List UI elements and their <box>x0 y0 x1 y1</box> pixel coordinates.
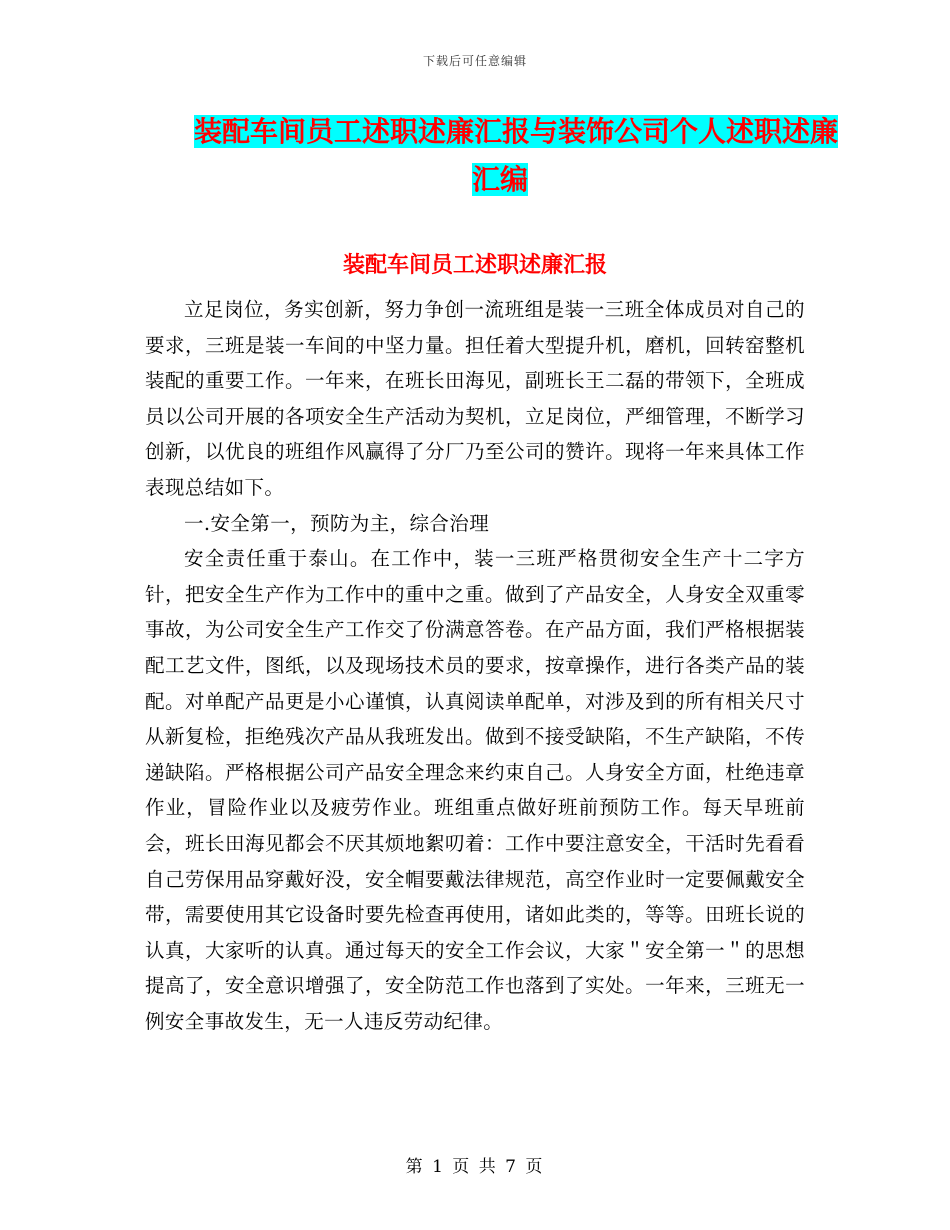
title-line-2: 汇编 <box>471 163 528 196</box>
document-title <box>180 108 839 204</box>
title-line-1: 装配车间员工述职述廉汇报与装饰公司个人述职述廉 <box>194 115 839 148</box>
paragraph-intro: 立足岗位，务实创新，努力争创一流班组是装一三班全体成员对自己的要求，三班是装一车间的中坚力量。担任着大型提升机，磨机，回转窑整机装配的重要工作。一年来，在班长田海见，副班长王二磊的带领下，全班成员以公司开展的各项安全生产活动为契机，立足岗位，严细管理，不断学习创新，以优良的班组作风赢得了分厂乃至公司的赞许。现将一年来具体工作表现总结如下。 <box>145 298 805 499</box>
paragraph-safety: 安全责任重于泰山。在工作中，装一三班严格贯彻安全生产十二字方针，把安全生产作为工作中的重中之重。做到了产品安全，人身安全双重零事故，为公司安全生产工作交了份满意答卷。在产品方面，我们严格根据装配工艺文件，图纸，以及现场技术员的要求，按章操作，进行各类产品的装配。对单配产品更是小心谨慎，认真阅读单配单，对涉及到的所有相关尺寸从新复检，拒绝残次产品从我班发出。做到不接受缺陷，不生产缺陷，不传递缺陷。严格根据公司产品安全理念来约束自己。人身安全方面，杜绝违章作业，冒险作业以及疲劳作业。班组重点做好班前预防工作。每天早班前会，班长田海见都会不厌其烦地絮叨着：工作中要注意安全，干活时先看看自己劳保用品穿戴好没，安全帽要戴法律规范，高空作业时一定要佩戴安全带，需要使用其它设备时要先检查再使用，诸如此类的，等等。田班长说的认真，大家听的认真。通过每天的安全工作会议，大家＂安全第一＂的思想提高了，安全意识增强了，安全防范工作也落到了实处。一年来，三班无一例安全事故发生，无一人违反劳动纪律。 <box>145 547 805 1033</box>
paragraph-heading-safety: 一.安全第一，预防为主，综合治理 <box>184 511 490 535</box>
body-text <box>145 292 805 1039</box>
header-note: 下载后可任意编辑 <box>422 54 527 68</box>
section-title: 装配车间员工述职述廉汇报 <box>342 253 607 278</box>
page-number: 第 1 页 共 7 页 <box>405 1157 545 1177</box>
